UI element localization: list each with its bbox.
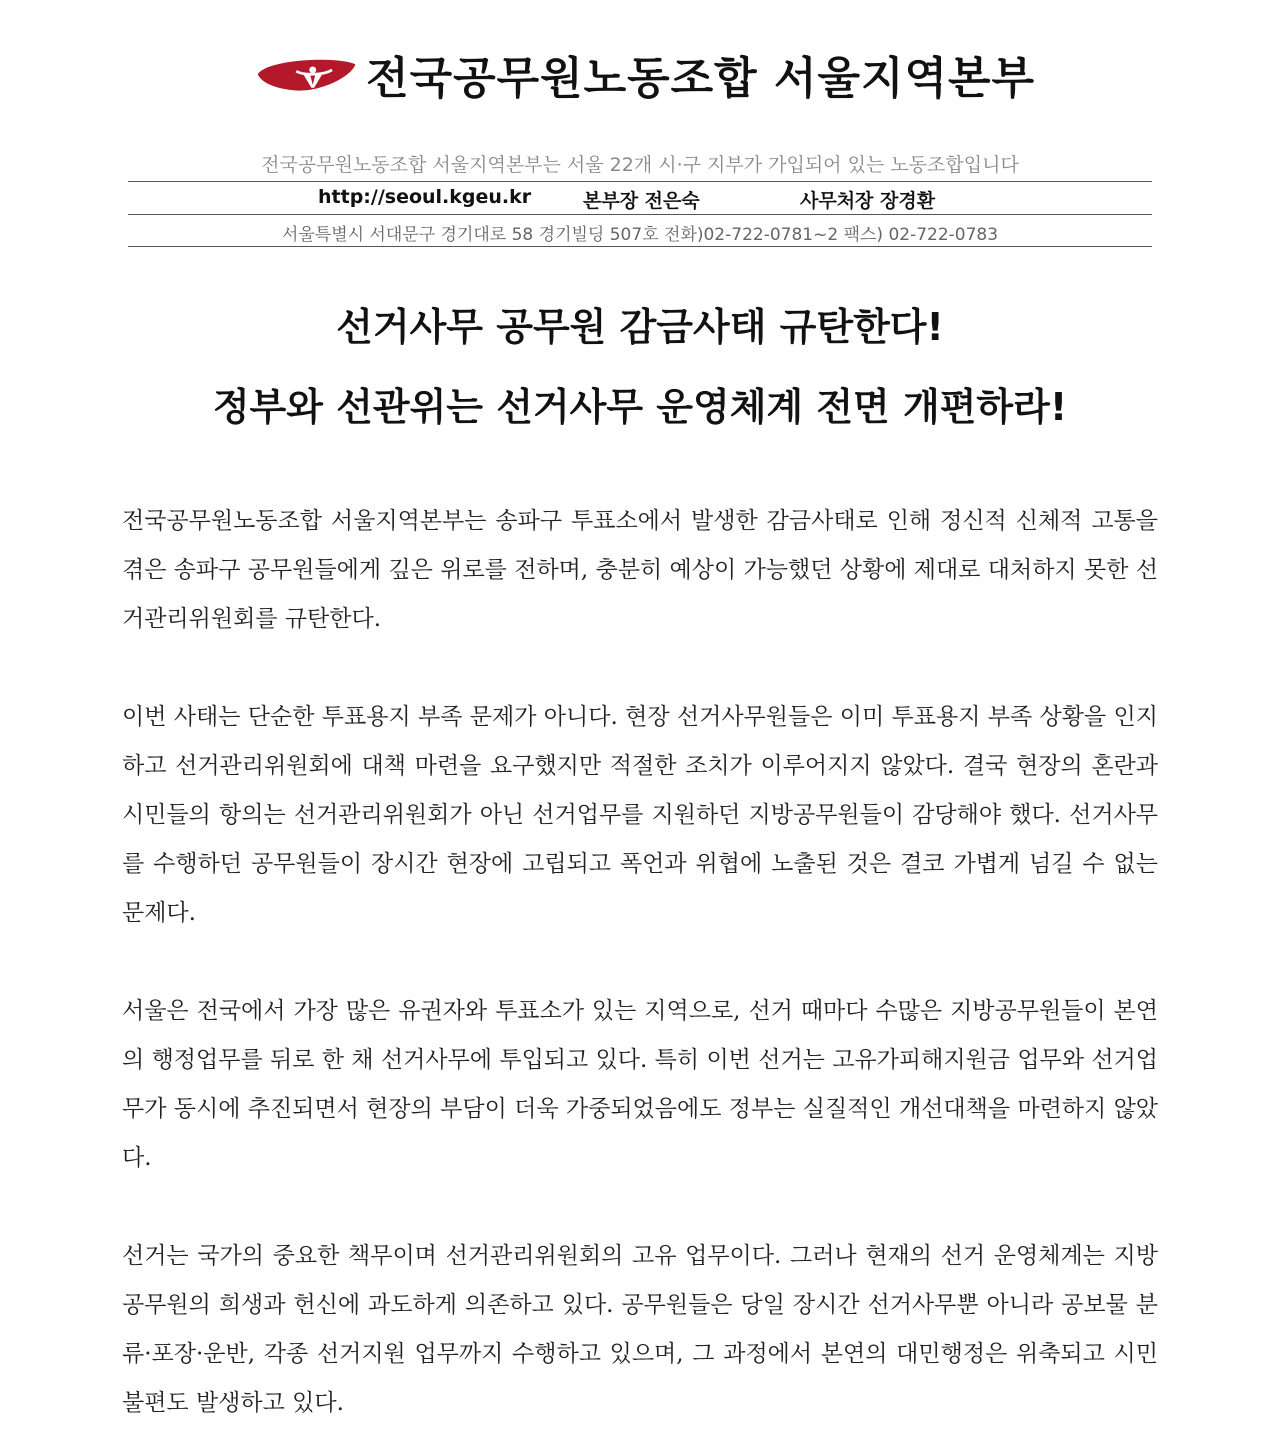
- body-paragraph-1: 전국공무원노동조합 서울지역본부는 송파구 투표소에서 발생한 감금사태로 인해 정신적 신체적 고통을 겪은 송파구 공무원들에게 깊은 위로를 전하며, 충분히 예상이 가능했던 상황에 제대로 대처하지 못한 선거관리위원회를 규탄한다.: [122, 508, 1158, 632]
- body-paragraph-2: 이번 사태는 단순한 투표용지 부족 문제가 아니다. 현장 선거사무원들은 이미 투표용지 부족 상황을 인지하고 선거관리위원회에 대책 마련을 요구했지만 적절한 조치가 이루어지지 않았다. 결국 현장의 혼란과 시민들의 항의는 선거관리위원회가 아닌 선거업무를 지원하던 지방공무원들이 감당해야 했다. 선거사무를 수행하던 공무원들이 장시간 현장에 고립되고 폭언과 위협에 노출된 것은 결코 가볍게 넘길 수 없는 문제다.: [122, 704, 1159, 926]
- website-link[interactable]: http://seoul.kgeu.kr: [318, 186, 532, 208]
- body-paragraph-4: 선거는 국가의 중요한 책무이며 선거관리위원회의 고유 업무이다. 그러나 현재의 선거 운영체계는 지방공무원의 희생과 헌신에 과도하게 의존하고 있다. 공무원들은 당일 장시간 선거사무뿐 아니라 공보물 분류·포장·운반, 각종 선거지원 업무까지 수행하고 있으며, 그 과정에서 본연의 대민행정은 위축되고 시민 불편도 발생하고 있다.: [122, 1243, 1158, 1416]
- headline-line-1: 선거사무 공무원 감금사태 규탄한다!: [336, 305, 944, 349]
- director-name: 본부장 전은숙: [583, 190, 700, 212]
- headline-line-2: 정부와 선관위는 선거사무 운영체계 전면 개편하라!: [212, 385, 1068, 429]
- header-divider-bottom: [128, 246, 1152, 247]
- secretary-name: 사무처장 장경환: [800, 190, 936, 212]
- header-divider-top: [128, 181, 1152, 182]
- letterhead-logo: [255, 38, 1035, 110]
- body-paragraph-3: 서울은 전국에서 가장 많은 유권자와 투표소가 있는 지역으로, 선거 때마다 수많은 지방공무원들이 본연의 행정업무를 뒤로 한 채 선거사무에 투입되고 있다. 특히 이번 선거는 고유가피해지원금 업무와 선거업무가 동시에 추진되면서 현장의 부담이 더욱 가중되었음에도 정부는 실질적인 개선대책을 마련하지 않았다.: [122, 998, 1158, 1171]
- org-tagline: 전국공무원노동조합 서울지역본부는 서울 22개 시·구 지부가 가입되어 있는 노동조합입니다: [261, 154, 1019, 176]
- header-divider-middle: [128, 214, 1152, 215]
- office-address: 서울특별시 서대문구 경기대로 58 경기빌딩 507호 전화)02-722-0781~2 팩스) 02-722-0783: [281, 225, 999, 245]
- org-name: 전국공무원노동조합 서울지역본부: [366, 53, 1035, 104]
- union-emblem-icon: [255, 44, 358, 104]
- contact-row: [128, 186, 1152, 212]
